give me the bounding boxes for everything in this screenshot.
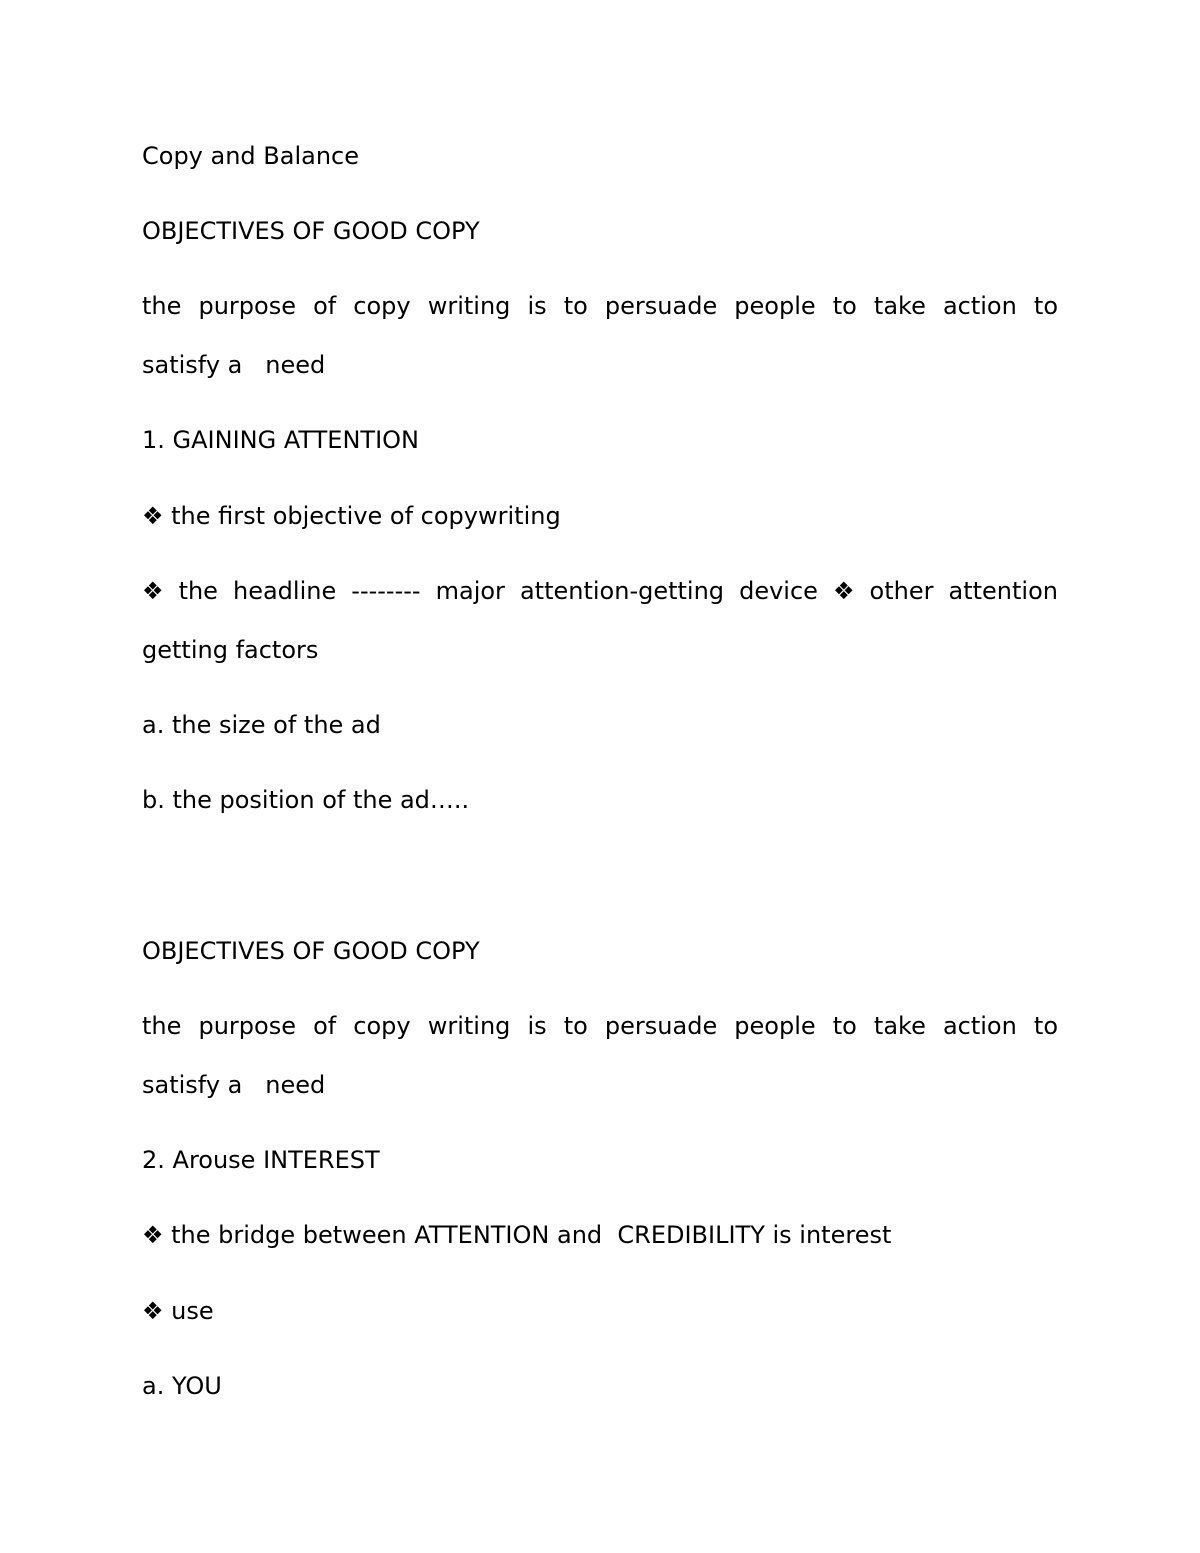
- paragraph-line: the purpose of copy writing is to persuade people to take action to: [142, 292, 1058, 320]
- paragraph-line: satisfy a need: [142, 351, 326, 379]
- item-heading: 2. Arouse INTEREST: [142, 1146, 380, 1174]
- bullet-item: ❖ the headline -------- major attention-getting device ❖ other attention: [142, 577, 1058, 605]
- item-heading: 1. GAINING ATTENTION: [142, 426, 419, 454]
- document-title: Copy and Balance: [142, 142, 360, 170]
- bullet-item: ❖ the bridge between ATTENTION and CREDIBILITY is interest: [142, 1221, 892, 1249]
- list-item: a. the size of the ad: [142, 711, 381, 739]
- list-item: b. the position of the ad…..: [142, 786, 470, 814]
- section-heading: OBJECTIVES OF GOOD COPY: [142, 217, 480, 245]
- list-item: a. YOU: [142, 1372, 222, 1400]
- paragraph-line: satisfy a need: [142, 1071, 326, 1099]
- paragraph-line: the purpose of copy writing is to persuade people to take action to: [142, 1012, 1058, 1040]
- paragraph-line: getting factors: [142, 636, 319, 664]
- bullet-item: ❖ use: [142, 1297, 214, 1325]
- section-heading: OBJECTIVES OF GOOD COPY: [142, 937, 480, 965]
- bullet-item: ❖ the first objective of copywriting: [142, 502, 561, 530]
